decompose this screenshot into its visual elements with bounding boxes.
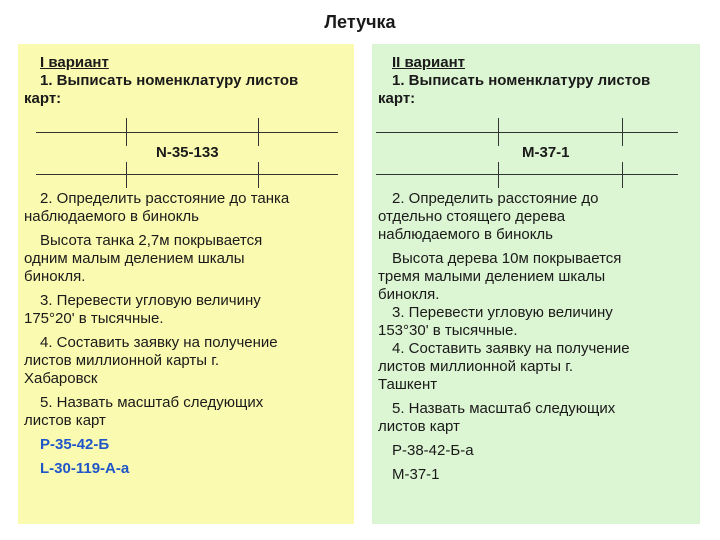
variant-1-sheet-top-line [36, 132, 338, 133]
variant-2-task3-line2: 153°30' в тысячные. [378, 322, 518, 339]
variant-2-task2-cond-line2: тремя малыми делением шкалы [378, 268, 606, 285]
variant-2-sheet-right-edge-lower [622, 162, 623, 188]
variant-1-task2-cond-line2: одним малым делением шкалы [24, 250, 245, 267]
variant-1-task1-line1: 1. Выписать номенклатуру листов [40, 72, 299, 89]
variant-2-sheet-bottom-line [376, 174, 678, 175]
variant-2-task2-cond-line1: Высота дерева 10м покрывается [392, 250, 622, 267]
variant-2-task4-line2: листов миллионной карты г. [378, 358, 574, 375]
variant-2-task2-line1: 2. Определить расстояние до [392, 190, 599, 207]
variant-2-task1-line2: карт: [378, 90, 416, 107]
variant-1-task3-line1: 3. Перевести угловую величину [40, 292, 261, 309]
variant-1-sheet-left-edge [126, 118, 127, 146]
variant-1-sheet-left-edge-lower [126, 162, 127, 188]
variant-1-task5-line2: листов карт [24, 412, 106, 429]
variant-1-sheet-bottom-line [36, 174, 338, 175]
variant-1-task2-line2: наблюдаемого в бинокль [24, 208, 199, 225]
page-title: Летучка [324, 12, 396, 32]
variant-1-task3-line2: 175°20' в тысячные. [24, 310, 164, 327]
variant-1-task2-cond-line3: бинокля. [24, 268, 86, 285]
variant-2-sheet-right-edge [622, 118, 623, 146]
variant-1-sheet-right-edge-lower [258, 162, 259, 188]
variant-1-task1-line2: карт: [24, 90, 62, 107]
variant-1-task4-line2: листов миллионной карты г. [24, 352, 220, 369]
variant-2-task5-line2: листов карт [378, 418, 460, 435]
variant-1-header [18, 54, 354, 108]
variant-2-task1-line1: 1. Выписать номенклатуру листов [392, 72, 651, 89]
variant-1-task5-line1: 5. Назвать масштаб следующих [40, 394, 264, 411]
variant-1-label: I вариант [40, 54, 109, 71]
variant-2-task4-line3: Ташкент [378, 376, 438, 393]
variant-2-task5-line1: 5. Назвать масштаб следующих [392, 400, 616, 417]
variant-1-sheet-1: Р-35-42-Б [40, 436, 110, 453]
variant-1-sheet-right-edge [258, 118, 259, 146]
variant-2-sheet-1: Р-38-42-Б-а [392, 442, 474, 459]
variant-2-nomenclature: М-37-1 [522, 144, 570, 161]
variant-2-sheet-top-line [376, 132, 678, 133]
variant-1-panel [18, 44, 354, 524]
variant-2-tasks [372, 190, 630, 484]
variant-2-task2-line3: наблюдаемого в бинокль [378, 226, 553, 243]
variant-2-sheet-left-edge [498, 118, 499, 146]
variant-1-task2-cond-line1: Высота танка 2,7м покрывается [40, 232, 263, 249]
variant-2-task3-line1: 3. Перевести угловую величину [392, 304, 613, 321]
variant-2-sheet-2: М-37-1 [392, 466, 440, 483]
variant-2-label: II вариант [392, 54, 466, 71]
variant-1-tasks [18, 190, 289, 478]
variant-1-task4-line1: 4. Составить заявку на получение [40, 334, 278, 351]
variant-2-task4-line1: 4. Составить заявку на получение [392, 340, 630, 357]
variant-2-header [372, 54, 700, 108]
variant-2-task2-line2: отдельно стоящего дерева [378, 208, 566, 225]
variant-2-task2-cond-line3: бинокля. [378, 286, 440, 303]
variant-2-panel [372, 44, 700, 524]
variant-1-nomenclature: N-35-133 [156, 144, 219, 161]
variant-1-sheet-2: L-30-119-А-а [40, 460, 130, 477]
variant-1-task4-line3: Хабаровск [24, 370, 98, 387]
variant-1-task2-line1: 2. Определить расстояние до танка [40, 190, 290, 207]
variant-2-sheet-left-edge-lower [498, 162, 499, 188]
